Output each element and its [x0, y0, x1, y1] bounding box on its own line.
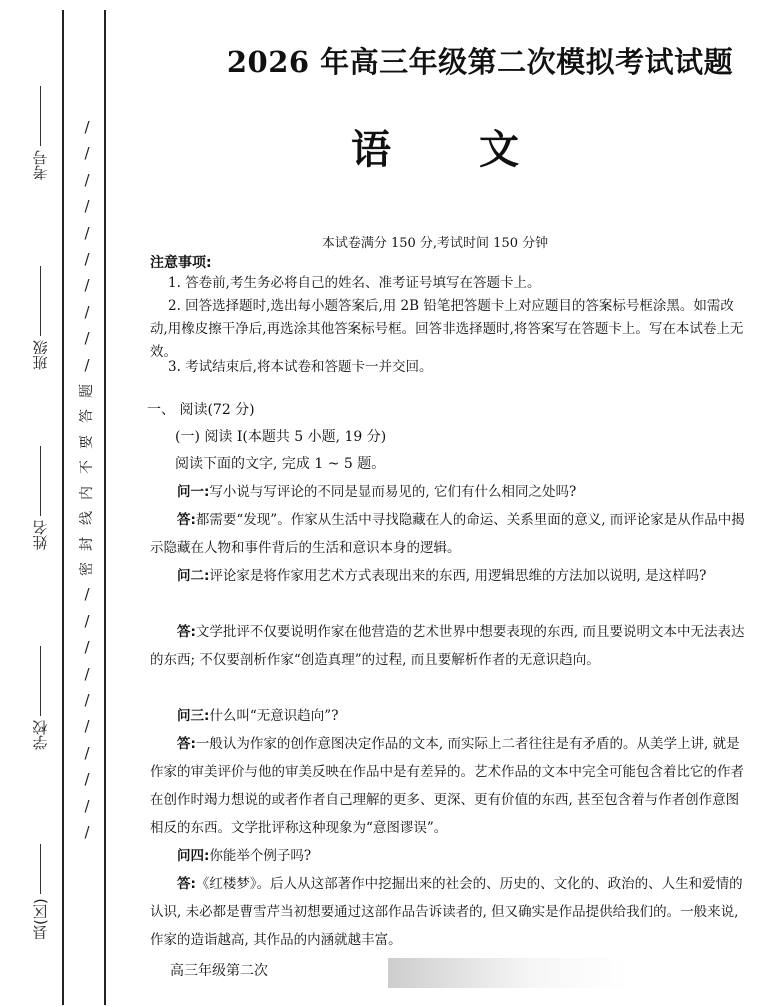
- note-item-2: 2. 回答选择题时,选出每小题答案后,用 2B 铅笔把答题卡上对应题目的答案标号框涂黑。如需改动,用橡皮擦干净后,再选涂其他答案标号框。回答非选择题时,将答案写在答题卡上。写在本试卷上无效。: [150, 298, 744, 360]
- seal-char: 不: [79, 460, 95, 475]
- qa-answer-4: 答:《红楼梦》。后人从这部著作中挖掘出来的社会的、历史的、文化的、政治的、人生和爱情的认识, 未必都是曹雪芹当初想要通过这部作品告诉读者的, 但又确实是作品提供给我们的。一般来说, 作家的造诣越高, 其作品的内涵就越丰富。: [150, 876, 743, 948]
- qa-question-4: 问四:你能举个例子吗?: [177, 848, 312, 864]
- seal-char: 答: [79, 409, 95, 424]
- exam-title: 2026 年高三年级第二次模拟考试试题: [226, 45, 734, 79]
- seal-char: 内: [79, 485, 95, 500]
- qa-answer-3: 答:一般认为作家的创作意图决定作品的文本, 而实际上二者往往是有矛盾的。从美学上讲, 就是作家的审美评价与他的审美反映在作品中是有差异的。艺术作品的文本中完全可能包含着比它的作者在创作时竭力想说的或者作者自己理解的更多、更深、更有价值的东西, 甚至包含着与作者创作意图相反的东西。文学批评称这种现象为“意图谬误”。: [150, 736, 744, 836]
- subject-title: 语文: [351, 126, 607, 173]
- qa-question-1: 问一:写小说与写评论的不同是显而易见的, 它们有什么相同之处吗?: [177, 484, 577, 500]
- class-label: 班级: [20, 240, 60, 370]
- name-label: 姓名: [20, 420, 60, 550]
- school-label: 学校: [20, 620, 60, 750]
- seal-char: 题: [79, 384, 95, 399]
- qa-question-2: 问二:评论家是将作家用艺术方式表现出来的东西, 用逻辑思维的方法加以说明, 是这样吗?: [177, 568, 707, 584]
- qa-answer-1: 答:都需要“发现”。作家从生活中寻找隐藏在人的命运、关系里面的意义, 而评论家是从作品中揭示隐藏在人物和事件背后的生活和意识本身的逻辑。: [150, 512, 745, 556]
- seal-line-text: / / / / / / / / / / 题 答 要 不 内 线 封 密 / / / / / / / / / /: [79, 118, 95, 841]
- qa-answer-2: 答:文学批评不仅要说明作家在他营造的艺术世界中想要表现的东西, 而且要说明文本中无法表达的东西; 不仅要剖析作家“创造真理”的过程, 而且要解析作者的无意识趋向。: [150, 624, 745, 668]
- page-footer: 高三年级第二次: [170, 963, 268, 979]
- note-item-3: 3. 考试结束后,将本试卷和答题卡一并交回。: [168, 359, 433, 375]
- seal-char: 要: [79, 434, 95, 449]
- binding-line-inner: [104, 10, 106, 1005]
- seal-char: 封: [79, 536, 95, 551]
- binding-line-outer: [62, 10, 64, 1005]
- note-item-1: 1. 答卷前,考生务必将自己的姓名、准考证号填写在答题卡上。: [168, 275, 541, 291]
- subsection-heading: (一) 阅读 I(本题共 5 小题, 19 分): [175, 429, 387, 445]
- seal-char: 密: [79, 561, 95, 576]
- qa-question-3: 问三:什么叫“无意识趋向”?: [177, 708, 339, 724]
- reading-instruction: 阅读下面的文字, 完成 1 ~ 5 题。: [175, 456, 386, 472]
- exam-number-label: 考号: [20, 60, 60, 180]
- section-heading: 一、 阅读(72 分): [147, 402, 255, 418]
- notes-heading: 注意事项:: [150, 255, 212, 271]
- footer-blur-overlay: [388, 958, 628, 988]
- county-label: 县(区): [20, 820, 60, 940]
- seal-char: 线: [79, 511, 95, 526]
- binding-margin: [0, 0, 110, 1007]
- exam-info: 本试卷满分 150 分,考试时间 150 分钟: [321, 236, 549, 251]
